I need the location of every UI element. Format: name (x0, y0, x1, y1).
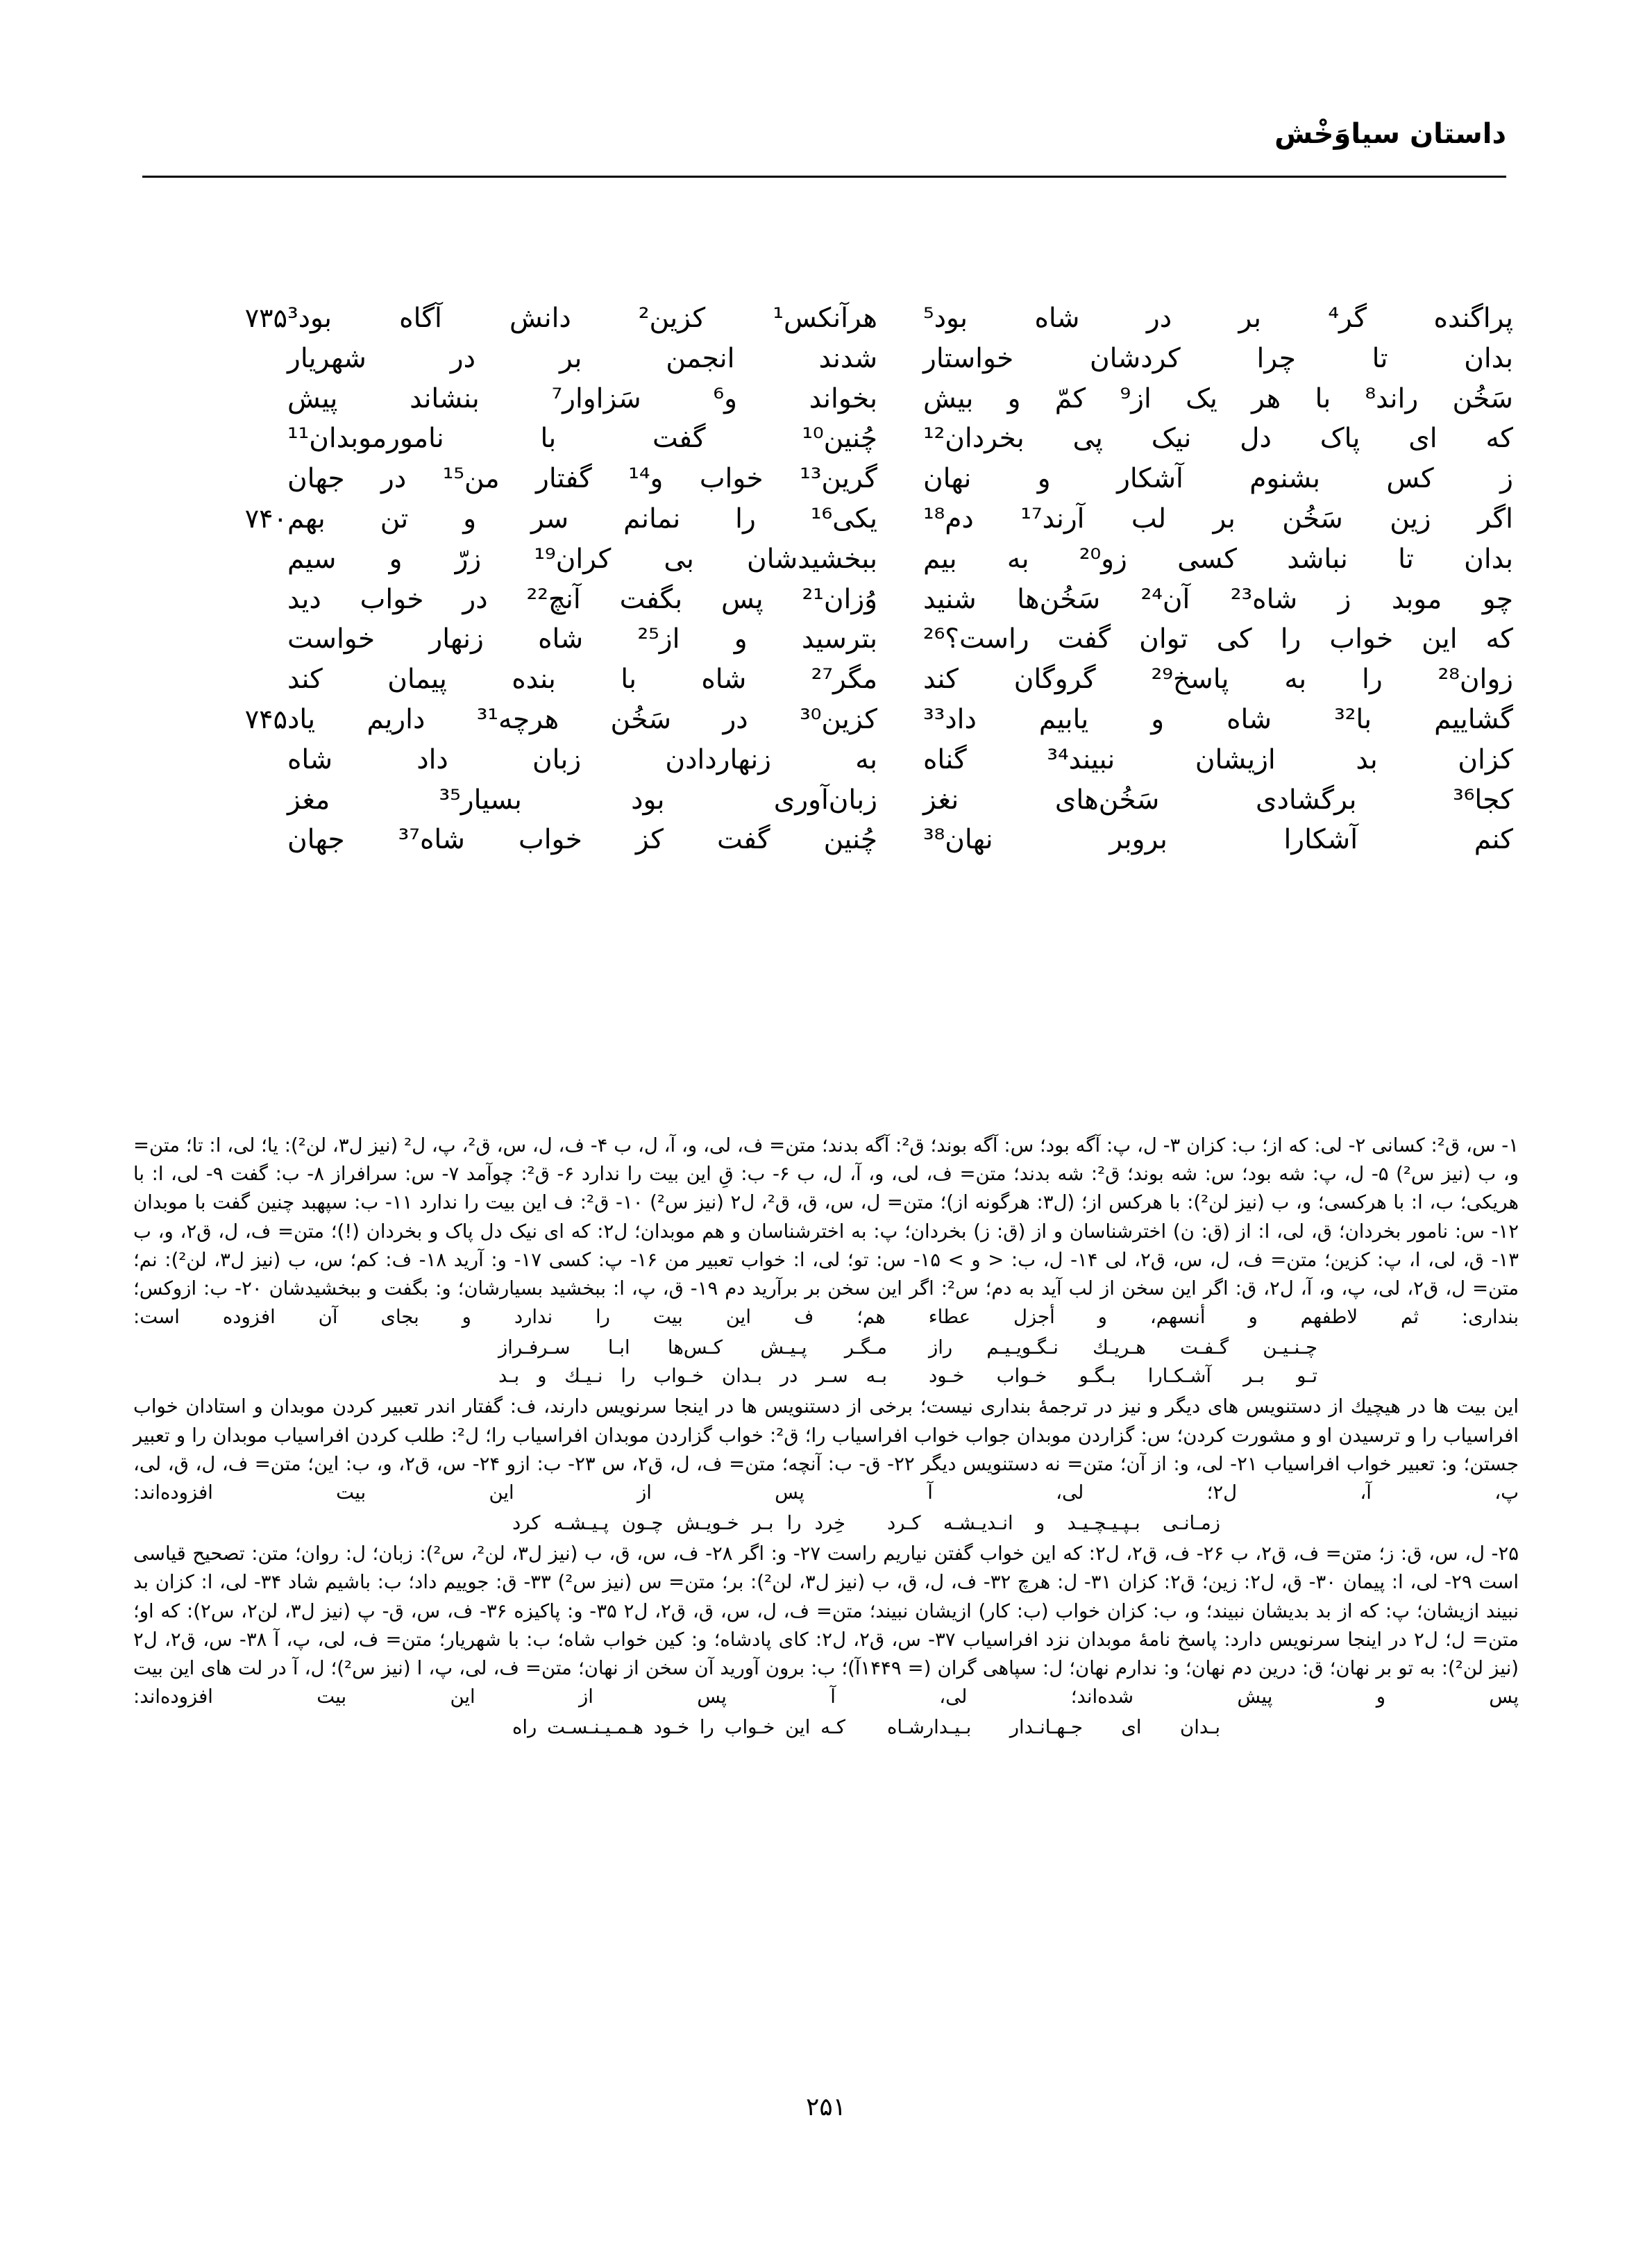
hemistich-left: کنم آشکارا بروبر نهان³⁸ (923, 824, 1513, 856)
verse-line (139, 619, 1513, 659)
verse-line (139, 459, 1513, 499)
hemistich-right: مگر²⁷ شاه با بنده پیمان کند (287, 664, 877, 696)
hemistich-right: بخواند و⁶ سَزاوار⁷ بنشاند پیش (287, 382, 877, 414)
inset-hemistich-left: مـگـر پـیـش كـس‌ها ابـا سـرفـراز (498, 1336, 887, 1359)
inset-hemistich-left: خِرد را بـر خـویـش چـون پـیـشـه کرد (512, 1512, 845, 1535)
verse-line (139, 780, 1513, 821)
verse-line (139, 379, 1513, 419)
verse-number: ۷۳۵ (244, 303, 287, 333)
inset-verse-line (133, 1509, 1519, 1538)
verse-line (139, 499, 1513, 539)
inset-hemistich-left: كـه این خـواب را خـود هـمـیـنـسـت راه (512, 1716, 845, 1739)
verse-line (139, 580, 1513, 620)
verse-line (139, 659, 1513, 700)
hemistich-left: بدان تا نباشد کسی زو²⁰ به بیم (923, 543, 1513, 575)
hemistich-right: یکی¹⁶ را نمانم سر و تن بهم (287, 503, 877, 535)
verse-line (139, 820, 1513, 860)
hemistich-right: کزین³⁰ در سَخُن هرچه³¹ داریم یاد (287, 703, 877, 735)
inset-hemistich-right: بـدان ای جـهـانـدار بـیـدارشـاه (887, 1716, 1220, 1739)
hemistich-right: چُنین گفت کز خواب شاه³⁷ جهان (287, 824, 877, 856)
verse-number: ۷۴۵ (244, 703, 287, 734)
hemistich-left: گشاییم با³² شاه و یابیم داد³³ (923, 703, 1513, 735)
hemistich-left: کجا³⁶ برگشادی سَخُن‌های نغز (923, 784, 1513, 816)
hemistich-right: بترسید و از²⁵ شاه زنهار خواست (287, 623, 877, 655)
hemistich-right: چُنین¹⁰ گفت با نامورموبدان¹¹ (287, 423, 877, 455)
hemistich-left: که ای پاک دل نیک پی بخردان¹² (923, 423, 1513, 455)
critical-apparatus (133, 1132, 1519, 1744)
inset-verse-line (133, 1713, 1519, 1742)
verse-line (139, 419, 1513, 459)
inset-hemistich-right: تـو بـر آشـكـارا بـگـو خـواب خـود (929, 1365, 1317, 1388)
inset-couplet-group-1 (133, 1334, 1519, 1390)
folio-number: ۲۵۱ (805, 2093, 846, 2121)
inset-hemistich-left: بـه سـر در بـدان خـواب را نـیـك و بـد (498, 1365, 887, 1388)
verse-line (139, 339, 1513, 379)
hemistich-right: وُزان²¹ پس بگفت آنچ²² در خواب دید (287, 583, 877, 615)
hemistich-right: زبان‌آوری بود بسیار³⁵ مغز (287, 784, 877, 816)
hemistich-left: چو موبد ز شاه²³ آن²⁴ سَخُن‌ها شنید (923, 583, 1513, 615)
verse-line (139, 299, 1513, 339)
inset-hemistich-right: چـنـیـن گـفـت هـریـك نـگـویـیـم راز (929, 1336, 1317, 1359)
hemistich-right: به زنهاردادن زبان داد شاه (287, 743, 877, 775)
hemistich-left: که این خواب را کی توان گفت راست؟²⁶ (923, 623, 1513, 655)
hemistich-left: پراگنده گر⁴ بر در شاه بود⁵ (923, 303, 1513, 334)
apparatus-paragraph-1: ۱- س، ق²: کسانی ۲- لی: که از؛ ب: کزان ۳- ل، پ: آگه بود؛ س: آگه بوند؛ ق²: آگه بدند؛ متن= ف، لی، و، آ، ل، ب ۴- ف، ل، س، ق²، پ، ل² (نیز ل۳، لن²): یا؛ لی، ا: تا؛ متن= و، ب (نیز س²) ۵- ل، پ: شه بود؛ س: شه بوند؛ ق²: شه بدند؛ متن= ف، لی، و، آ، ل، ب ۶- ب: قِ این بیت را ندارد ۶- ق²: چوآمد ۷- س: سرافراز ۸- ب: گفت ۹- لی، ا: با هریکی؛ ب، ا: با هرکسی؛ و، ب (نیز لن²): با هرکس از؛ (ل۳: هرگونه از)؛ متن= ل، س، ق، ق²، ل۲ (نیز س²) ۱۰- ق²: ف این بیت را ندارد ۱۱- ب: سپهبد چنین گفت با موبدان ۱۲- س: نامور بخردان؛ ق، لی، ا: از (ق: ن) اخترشناسان و از (ق: ز) بخردان؛ پ: به اخترشناسان و هم موبدان؛ ل۲: که ای نیک دل پاک و بخردان (!)؛ متن= ف، ل، ق۲، و، ب (133, 1134, 1519, 1243)
hemistich-right: هرآنکس¹ کزین² دانش آگاه بود³ (287, 303, 877, 334)
hemistich-left: زوان²⁸ را به پاسخ²⁹ گروگان کند (923, 664, 1513, 696)
verse-number: ۷۴۰ (244, 503, 287, 534)
inset-couplet-group-2 (133, 1509, 1519, 1538)
apparatus-paragraph-2: ۱۳- ق، لی، ا، پ: کزین؛ متن= ف، ل، س، ق۲، لی ۱۴- ل، ب: < و > ۱۵- س: تو؛ لی، ا: خواب تعبیر من ۱۶- پ: کسی ۱۷- و: آرید ۱۸- ف: کم؛ س، ب (نیز ل۳، لن²): نم؛ متن= ل، ق۲، لی، پ، و، آ، ل۲، ق: اگر این سخن از لب آید به دم؛ س²: اگر این سخن بر برآرید دم ۱۹- ق، پ، ا: ببخشید بسیارشان؛ و: بگفت و ببخشیدشان ۲۰- ب: ازوکس؛ بنداری: ثم لاطفهم و أنسهم، و أجزل عطاء هم؛ ف این بیت را ندارد و بجای آن افزوده است: (133, 1248, 1519, 1329)
hemistich-right: شدند انجمن بر در شهریار (287, 342, 877, 374)
header-rule (142, 176, 1506, 178)
hemistich-left: کزان بد ازیشان نبیند³⁴ گناه (923, 743, 1513, 775)
verse-line (139, 740, 1513, 780)
hemistich-left: سَخُن راند⁸ با هر یک از⁹ کمّ و بیش (923, 382, 1513, 414)
verse-line (139, 700, 1513, 740)
hemistich-right: ببخشیدشان بی کران¹⁹ زرّ و سیم (287, 543, 877, 575)
apparatus-paragraph-4: ۲۵- ل، س، ق: ز؛ متن= ف، ق۲، ب ۲۶- ف، ق۲، ل۲: که این خواب گفتن نیاریم راست ۲۷- و: اگر ۲۸- ف، س، ق، ب (نیز ل۳، لن²، س²): زبان؛ ل: روان؛ متن: تصحیح قیاسی است ۲۹- لی، ا: پیمان ۳۰- ق، ل۲: زین؛ ق۲: کزان ۳۱- ل: هرچ ۳۲- ف، ل، ق، ب (نیز ل۳، لن²): بر؛ متن= س (نیز س²) ۳۳- ق: جوییم داد؛ ب: باشیم شاد ۳۴- لی، ا: کزان بد نبیند ازیشان؛ پ: که از بد بدیشان نبیند؛ و، ب: کزان خواب (ب: کار) ازیشان نبیند؛ متن= ف، ل، س، ق، ق۲، ل۲ ۳۵- و: پاکیزه ۳۶- ف، س، ق- پ (نیز ل۳، لن۲، س۲): که او؛ متن= ل؛ ل۲ در اینجا سرنویس دارد: پاسخ نامهٔ موبدان نزد افراسیاب ۳۷- س، ق۲، ل۲: کای پادشاه؛ و: کین خواب شاه؛ ب: با شهریار؛ متن= ف، لی، پ، آ ۳۸- س، ق۲، ل۲ (نیز لن²): به تو بر نهان؛ ق: درین دم نهان؛ و: ندارم نهان؛ ل: سپاهی گران (= ۱۴۴۹آ)؛ ب: برون آورید آن سخن از نهان؛ متن= ف، لی، پ، ا (نیز س²)؛ ل، آ در لت های این بیت پس و پیش شده‌اند؛ لی، آ پس از این بیت افزوده‌اند: (133, 1542, 1519, 1708)
inset-couplet-group-3 (133, 1713, 1519, 1742)
hemistich-left: بدان تا چرا کردشان خواستار (923, 342, 1513, 374)
hemistich-right: گرین¹³ خواب و¹⁴ گفتار من¹⁵ در جهان (287, 463, 878, 495)
verse-line (139, 539, 1513, 580)
hemistich-left: ز کس بشنوم آشکار و نهان (923, 463, 1513, 495)
inset-verse-line (133, 1362, 1519, 1390)
hemistich-left: اگر زین سَخُن بر لب آرند¹⁷ دم¹⁸ (923, 503, 1513, 535)
verse-block (139, 299, 1513, 860)
inset-verse-line (133, 1334, 1519, 1362)
apparatus-paragraph-3: این بیت ها در هیچیك از دستنویس های دیگر و نیز در ترجمهٔ بنداری نیست؛ برخی از دستنویس ها در اینجا سرنویس دارند، ف: گفتار اندر تعبیر کردن موبدان و استادان خواب افراسیاب را و ترسیدن او و مشورت کردن؛ س: گزاردن موبدان جواب خواب افراسیاب را؛ ق²: خواب گزاردن موبدان افراسیاب را؛ ل²: طلب کردن افراسیاب موبدان را و تعبیر جستن؛ و: تعبیر خواب افراسیاب ۲۱- لی، و: از آن؛ متن= نه دستنویس دیگر ۲۲- ق- ب: آنچه؛ متن= ف، ل، ق۲، س ۲۳- ب: ازو ۲۴- س، ق۲، و، ب: این؛ متن= ف، ل، ق، لی، پ، آ، ل۲؛ لی، آ پس از این بیت افزوده‌اند: (133, 1395, 1519, 1504)
inset-hemistich-right: زمـانـی بـپـیـچـیـد و انـدیـشـه کـرد (887, 1512, 1220, 1535)
running-head: داستان سیاوَخْش (1274, 118, 1506, 150)
